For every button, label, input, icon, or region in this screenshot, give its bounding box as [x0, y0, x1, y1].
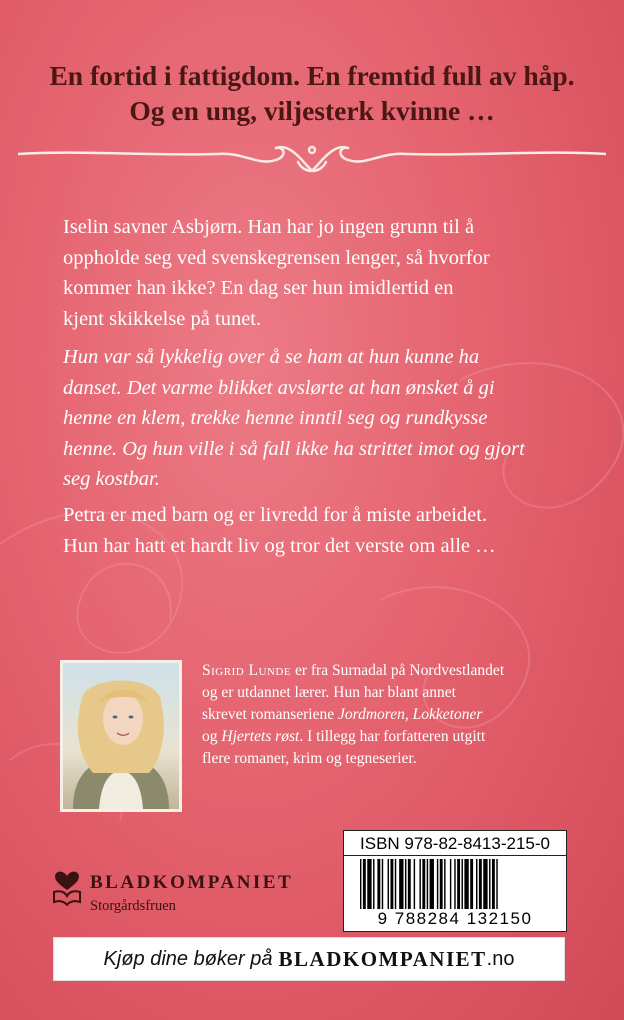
barcode-bar: [408, 859, 411, 909]
blurb-quote: [63, 342, 583, 495]
bio-text: og er utdannet lærer. Hun har blant annet: [202, 684, 456, 701]
banner-tld: .no: [486, 947, 515, 970]
quote-line: henne. Og hun ville i så fall ikke ha strittet imot og gjort: [63, 437, 525, 460]
blurb-line: kommer han ikke? En dag ser hun imidlertid en: [63, 277, 454, 299]
isbn-label: ISBN 978-82-8413-215-0: [344, 833, 566, 856]
blurb-line: oppholde seg ved svenskegrensen lenger, så hvorfor: [63, 246, 490, 269]
barcode-bar: [457, 859, 460, 909]
blurb-line: Hun har hatt et hardt liv og tror det verste om alle …: [63, 534, 496, 557]
barcode-bar: [427, 859, 428, 909]
author-photo: [60, 660, 182, 812]
quote-line: Hun var så lykkelig over å se ham at hun kunne ha: [63, 346, 480, 368]
barcode-bar: [377, 859, 380, 909]
barcode-bar: [367, 859, 371, 909]
blurb-paragraph-3: [63, 500, 583, 561]
bio-text: ,: [404, 706, 413, 723]
bio-text: er fra Surnadal på Nordvestlandet: [291, 662, 505, 679]
barcode-bar: [388, 859, 389, 909]
publisher-name: BLADKOMPANIET: [90, 872, 294, 893]
barcode-bar: [430, 859, 434, 909]
barcode-bar: [373, 859, 374, 909]
barcode-bar: [419, 859, 420, 909]
barcode-bar: [489, 859, 490, 909]
book-heart-icon: [52, 868, 82, 906]
barcode-bar: [390, 859, 393, 909]
barcode-bar: [462, 859, 463, 909]
barcode-bar: [440, 859, 443, 909]
bio-text: skrevet romanseriene: [202, 706, 338, 723]
bio-text: . I tillegg har forfatteren utgitt: [299, 728, 486, 745]
series-title: Hjertets røst: [221, 728, 300, 745]
barcode-bar: [437, 859, 438, 909]
barcode-bar: [363, 859, 366, 909]
series-title: Lokketoner: [412, 706, 483, 723]
barcode-bar: [360, 859, 361, 909]
blurb-paragraph-1: [63, 212, 583, 334]
barcode: [358, 859, 558, 911]
ornamental-divider: [18, 140, 606, 180]
isbn-digits: 9 788284 132150: [377, 909, 533, 928]
barcode-bar: [483, 859, 487, 909]
quote-line: danset. Det varme blikket avslørte at han ønsket å gi: [63, 376, 495, 399]
barcode-bar: [405, 859, 406, 909]
author-name: Sigrid Lunde: [202, 662, 292, 679]
tagline-line-1: En fortid i fattigdom. En fremtid full av håp.: [49, 60, 575, 91]
bio-text: og: [202, 728, 222, 745]
barcode-bar: [479, 859, 482, 909]
barcode-bar: [496, 859, 497, 909]
quote-line: seg kostbar.: [63, 468, 160, 490]
quote-line: henne en klem, trekke henne inntil seg og rundkysse: [63, 407, 488, 429]
series-name: Storgårdsfruen: [90, 898, 176, 914]
barcode-bar: [454, 859, 455, 909]
barcode-bar: [464, 859, 468, 909]
barcode-bar: [414, 859, 415, 909]
barcode-bar: [422, 859, 425, 909]
store-banner: [53, 937, 565, 981]
barcode-bar: [444, 859, 445, 909]
blurb-line: kjent skikkelse på tunet.: [63, 307, 262, 330]
barcode-bar: [476, 859, 477, 909]
blurb-line: Iselin savner Asbjørn. Han har jo ingen grunn til å: [63, 216, 475, 238]
bio-text: flere romaner, krim og tegneserier.: [202, 750, 417, 767]
barcode-bar: [492, 859, 495, 909]
isbn-barcode-box: [343, 830, 567, 932]
tagline-line-2: Og en ung, viljesterk kvinne …: [129, 95, 495, 126]
banner-brand: BLADKOMPANIET: [278, 946, 487, 971]
barcode-bar: [395, 859, 396, 909]
series-title: Jordmoren: [338, 706, 405, 723]
author-bio: [202, 660, 582, 770]
barcode-bar: [450, 859, 451, 909]
tagline: [20, 58, 604, 128]
barcode-bar: [382, 859, 383, 909]
blurb-line: Petra er med barn og er livredd for å miste arbeidet.: [63, 504, 488, 526]
barcode-bar: [470, 859, 473, 909]
banner-text: Kjøp dine bøker på: [103, 947, 273, 970]
barcode-bar: [399, 859, 403, 909]
